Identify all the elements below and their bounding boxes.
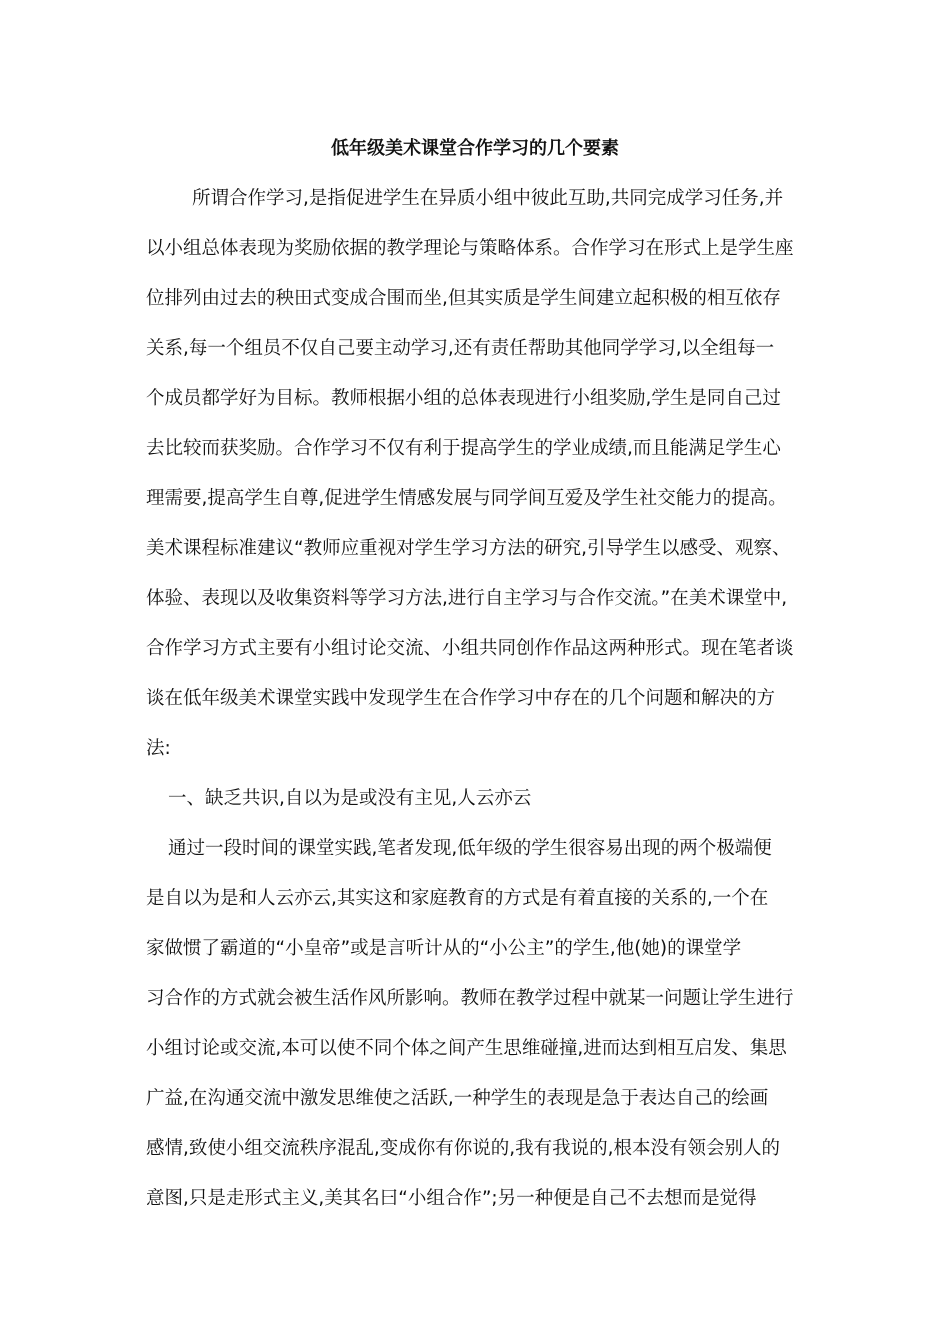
paragraph-line: 意图,只是走形式主义,美其名曰“小组合作”;另一种便是自己不去想而是觉得 — [146, 1188, 757, 1209]
paragraph-line: 关系,每一个组员不仅自己要主动学习,还有责任帮助其他同学学习,以全组每一 — [146, 338, 775, 359]
paragraph-line: 广益,在沟通交流中激发思维使之活跃,一种学生的表现是急于表达自己的绘画 — [146, 1088, 769, 1109]
paragraph-line: 去比较而获奖励。合作学习不仅有利于提高学生的学业成绩,而且能满足学生心 — [146, 438, 781, 459]
paragraph-line: 习合作的方式就会被生活作风所影响。教师在教学过程中就某一问题让学生进行 — [146, 988, 794, 1009]
paragraph-line: 合作学习方式主要有小组讨论交流、小组共同创作作品这两种形式。现在笔者谈 — [146, 638, 794, 659]
paragraph-line: 体验、表现以及收集资料等学习方法,进行自主学习与合作交流。”在美术课堂中, — [146, 588, 788, 609]
paragraph-line: 通过一段时间的课堂实践,笔者发现,低年级的学生很容易出现的两个极端便 — [168, 838, 772, 859]
document-title: 低年级美术课堂合作学习的几个要素 — [331, 138, 619, 159]
paragraph-line: 以小组总体表现为奖励依据的教学理论与策略体系。合作学习在形式上是学生座 — [146, 238, 794, 259]
paragraph-line: 家做惯了霸道的“小皇帝”或是言听计从的“小公主”的学生,他(她)的课堂学 — [146, 938, 742, 959]
paragraph-line: 理需要,提高学生自尊,促进学生情感发展与同学间互爱及学生社交能力的提高。 — [146, 488, 787, 509]
paragraph-line: 谈在低年级美术课堂实践中发现学生在合作学习中存在的几个问题和解决的方 — [146, 688, 776, 709]
paragraph-line: 法: — [146, 738, 171, 759]
paragraph-line: 小组讨论或交流,本可以使不同个体之间产生思维碰撞,进而达到相互启发、集思 — [146, 1038, 787, 1059]
paragraph-line: 位排列由过去的秧田式变成合围而坐,但其实质是学生间建立起积极的相互依存 — [146, 288, 781, 309]
paragraph-line: 感情,致使小组交流秩序混乱,变成你有你说的,我有我说的,根本没有领会别人的 — [146, 1138, 781, 1159]
paragraph-line: 是自以为是和人云亦云,其实这和家庭教育的方式是有着直接的关系的,一个在 — [146, 888, 769, 909]
section-heading: 一、缺乏共识,自以为是或没有主见,人云亦云 — [168, 788, 532, 809]
paragraph-line: 个成员都学好为目标。教师根据小组的总体表现进行小组奖励,学生是同自己过 — [146, 388, 781, 409]
paragraph-line: 美术课程标准建议“教师应重视对学生学习方法的研究,引导学生以感受、观察、 — [146, 538, 791, 559]
paragraph-line: 所谓合作学习,是指促进学生在异质小组中彼此互助,共同完成学习任务,并 — [192, 188, 784, 209]
